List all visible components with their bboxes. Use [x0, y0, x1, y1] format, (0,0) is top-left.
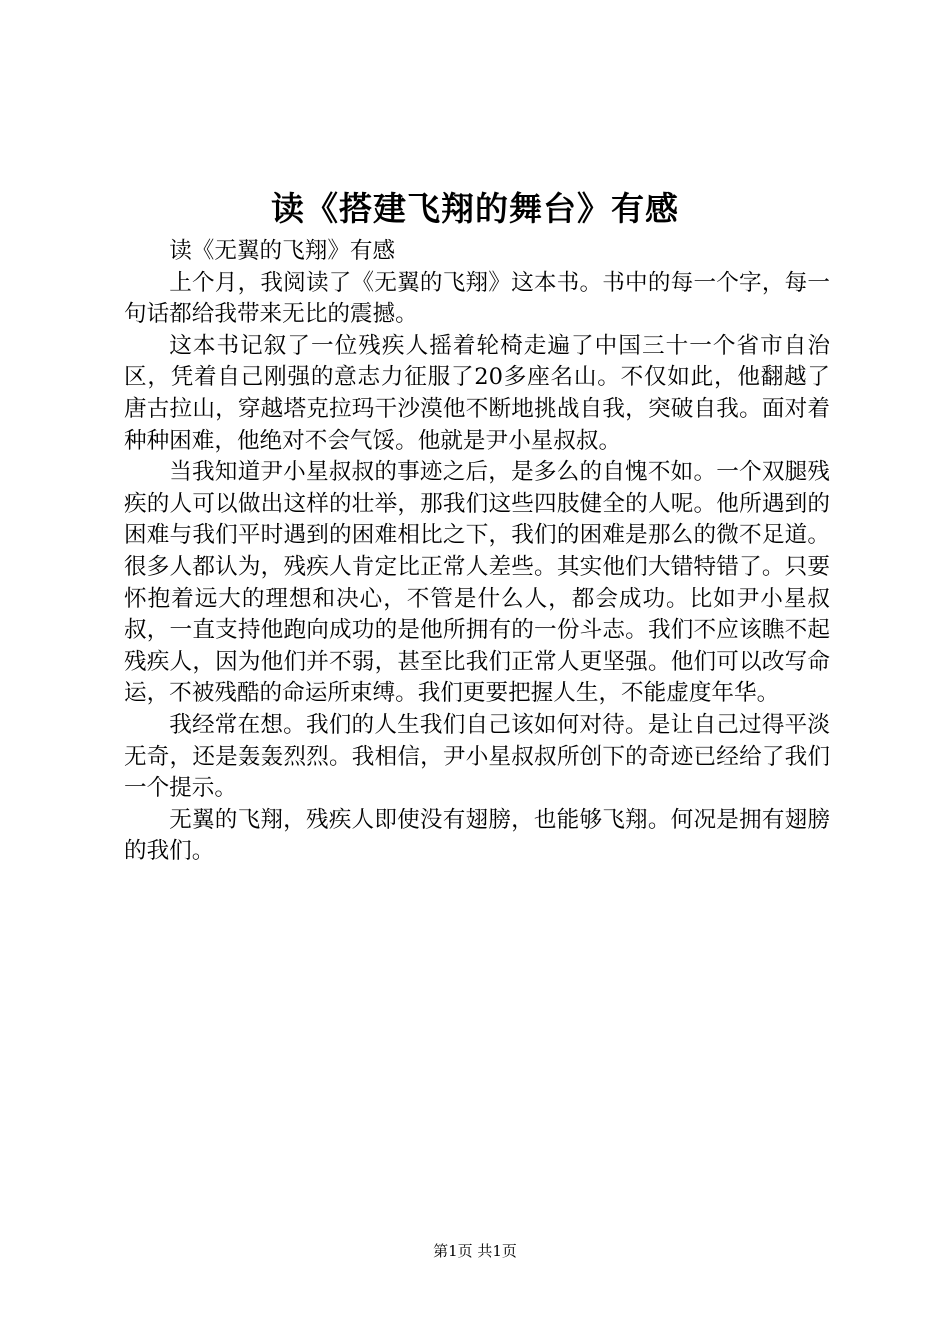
paragraph: 上个月，我阅读了《无翼的飞翔》这本书。书中的每一个字，每一句话都给我带来无比的震撼。: [124, 269, 830, 328]
document-body: [124, 236, 830, 868]
paragraph: 当我知道尹小星叔叔的事迹之后，是多么的自愧不如。一个双腿残疾的人可以做出这样的壮举，那我们这些四肢健全的人呢。他所遇到的困难与我们平时遇到的困难相比之下，我们的困难是那么的微不足道。很多人都认为，残疾人肯定比正常人差些。其实他们大错特错了。只要怀抱着远大的理想和决心，不管是什么人，都会成功。比如尹小星叔叔，一直支持他跑向成功的是他所拥有的一份斗志。我们不应该瞧不起残疾人，因为他们并不弱，甚至比我们正常人更坚强。他们可以改写命运，不被残酷的命运所束缚。我们更要把握人生，不能虚度年华。: [124, 459, 830, 707]
paragraph: 我经常在想。我们的人生我们自己该如何对待。是让自己过得平淡无奇，还是轰轰烈烈。我相信，尹小星叔叔所创下的奇迹已经给了我们一个提示。: [124, 711, 830, 802]
paragraph: 这本书记叙了一位残疾人摇着轮椅走遍了中国三十一个省市自治区，凭着自己刚强的意志力征服了20多座名山。不仅如此，他翻越了唐古拉山，穿越塔克拉玛干沙漠他不断地挑战自我，突破自我。面对着种种困难，他绝对不会气馁。他就是尹小星叔叔。: [124, 332, 830, 454]
document-title: 读《搭建飞翔的舞台》有感: [271, 189, 679, 228]
page-footer: 第1页 共1页: [433, 1242, 517, 1260]
paragraph-subtitle: 读《无翼的飞翔》有感: [169, 238, 396, 264]
paragraph: 无翼的飞翔，残疾人即使没有翅膀，也能够飞翔。何况是拥有翅膀的我们。: [124, 806, 830, 865]
